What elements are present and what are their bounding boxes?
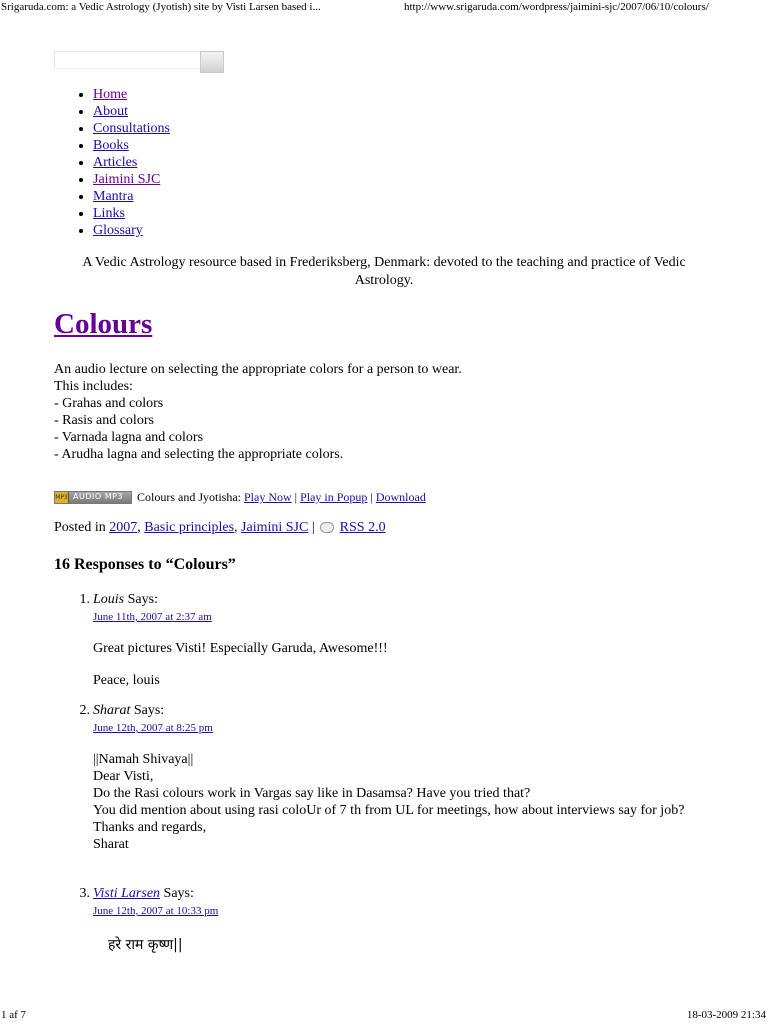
nav-item-consultations [93,120,170,137]
nav-link-glossary[interactable]: Glossary [93,223,143,238]
site-tagline: A Vedic Astrology resource based in Frederiksberg, Denmark: devoted to the teaching and practice of Vedic Astrology. [82,255,686,288]
post-meta [54,519,386,537]
main-nav [72,86,170,239]
separator: | [294,490,298,504]
separator: | [311,520,315,535]
nav-item-books [93,137,170,154]
comment-number: 2. [79,703,90,718]
says-label: Says: [133,703,165,718]
print-footer [0,1008,768,1022]
comment-author: Louis [93,592,125,607]
says-label: Says: [127,592,158,607]
comment-date-link[interactable]: June 12th, 2007 at 10:33 pm [93,905,219,917]
comment-header [93,702,164,719]
comment-date-link[interactable]: June 11th, 2007 at 2:37 am [93,611,212,623]
print-header-url: http://www.srigaruda.com/wordpress/jaimini-sjc/2007/06/10/colours/ [404,1,709,13]
nav-item-home [93,86,170,103]
comment-text [93,640,733,689]
print-page-number: 1 af 7 [1,1009,27,1021]
responses-heading: 16 Responses to “Colours” [54,556,236,573]
comment-header [93,885,194,902]
audio-mp3-badge [54,491,132,504]
post-title [54,305,152,343]
nav-link-articles[interactable]: Articles [93,155,138,170]
comment-date-link[interactable]: June 12th, 2007 at 8:25 pm [93,722,213,734]
category-link-jaimini-sjc[interactable]: Jaimini SJC [241,520,309,535]
comment-line: You did mention about using rasi coloUr of 7 th from UL for meetings, how about interviews say for job? [93,803,685,818]
rss-link[interactable]: RSS 2.0 [339,520,386,535]
posted-in-label: Posted in [54,520,106,535]
says-label: Says: [163,886,194,901]
nav-item-links [93,205,170,222]
nav-link-consultations[interactable]: Consultations [93,121,171,136]
post-body [54,361,462,463]
nav-item-articles [93,154,170,171]
play-now-link[interactable]: Play Now [244,490,292,504]
separator: | [370,490,373,504]
search-button[interactable] [200,51,224,73]
nav-link-jaimini-sjc[interactable]: Jaimini SJC [93,172,161,187]
post-body-line: - Grahas and colors [54,396,164,411]
print-header-title: Srigaruda.com: a Vedic Astrology (Jyotish) site by Visti Larsen based i... [1,1,321,13]
nav-link-about[interactable]: About [93,104,128,119]
nav-link-mantra[interactable]: Mantra [93,189,134,204]
post-title-link[interactable]: Colours [54,308,153,340]
comment-line: Thanks and regards, [93,820,207,835]
comma: , [137,520,141,535]
nav-item-about [93,103,170,120]
search-input[interactable] [54,51,202,69]
comment-header [93,591,158,608]
category-link-basic-principles[interactable]: Basic principles [144,520,235,535]
comment-number: 3. [79,886,90,901]
print-header [0,0,768,14]
post-body-line: This includes: [54,379,133,394]
post-body-line: - Rasis and colors [54,413,154,428]
comment-line: Do the Rasi colours work in Vargas say like in Dasamsa? Have you tried that? [93,786,531,801]
mp3-icon: MP3 [55,493,68,501]
nav-item-mantra [93,188,170,205]
print-timestamp: 18-03-2009 21:34 [686,1009,766,1021]
comment-author-link[interactable]: Visti Larsen [93,886,161,901]
play-in-popup-link[interactable]: Play in Popup [300,490,368,504]
comment-line: Dear Visti, [93,769,154,784]
post-body-line: An audio lecture on selecting the appropriate colors for a person to wear. [54,362,462,377]
comma: , [234,520,238,535]
comment-line: हरे राम कृष्ण|| [108,937,183,953]
comment-line: Sharat [93,837,129,852]
comment-line: Great pictures Visti! Especially Garuda, Awesome!!! [93,641,388,656]
post-body-line: - Varnada lagna and colors [54,430,204,445]
nav-link-books[interactable]: Books [93,138,129,153]
comment-text [108,937,748,954]
nav-item-glossary [93,222,170,239]
comment-line: ||Namah Shivaya|| [93,752,194,767]
comment-text [93,751,733,853]
comment-number: 1. [79,592,90,607]
comment-author: Sharat [93,703,131,718]
nav-item-jaimini-sjc [93,171,170,188]
comment-line: Peace, louis [93,673,160,688]
nav-link-links[interactable]: Links [93,206,125,221]
audio-player-row [54,489,426,505]
audio-title: Colours and Jyotisha: [137,490,241,504]
audio-mp3-badge-label: AUDIO MP3 [73,492,124,501]
category-link-2007[interactable]: 2007 [109,520,138,535]
download-link[interactable]: Download [375,490,426,504]
post-body-line: - Arudha lagna and selecting the appropriate colors. [54,447,344,462]
nav-link-home[interactable]: Home [93,87,128,102]
comment-bubble-icon [320,522,334,533]
